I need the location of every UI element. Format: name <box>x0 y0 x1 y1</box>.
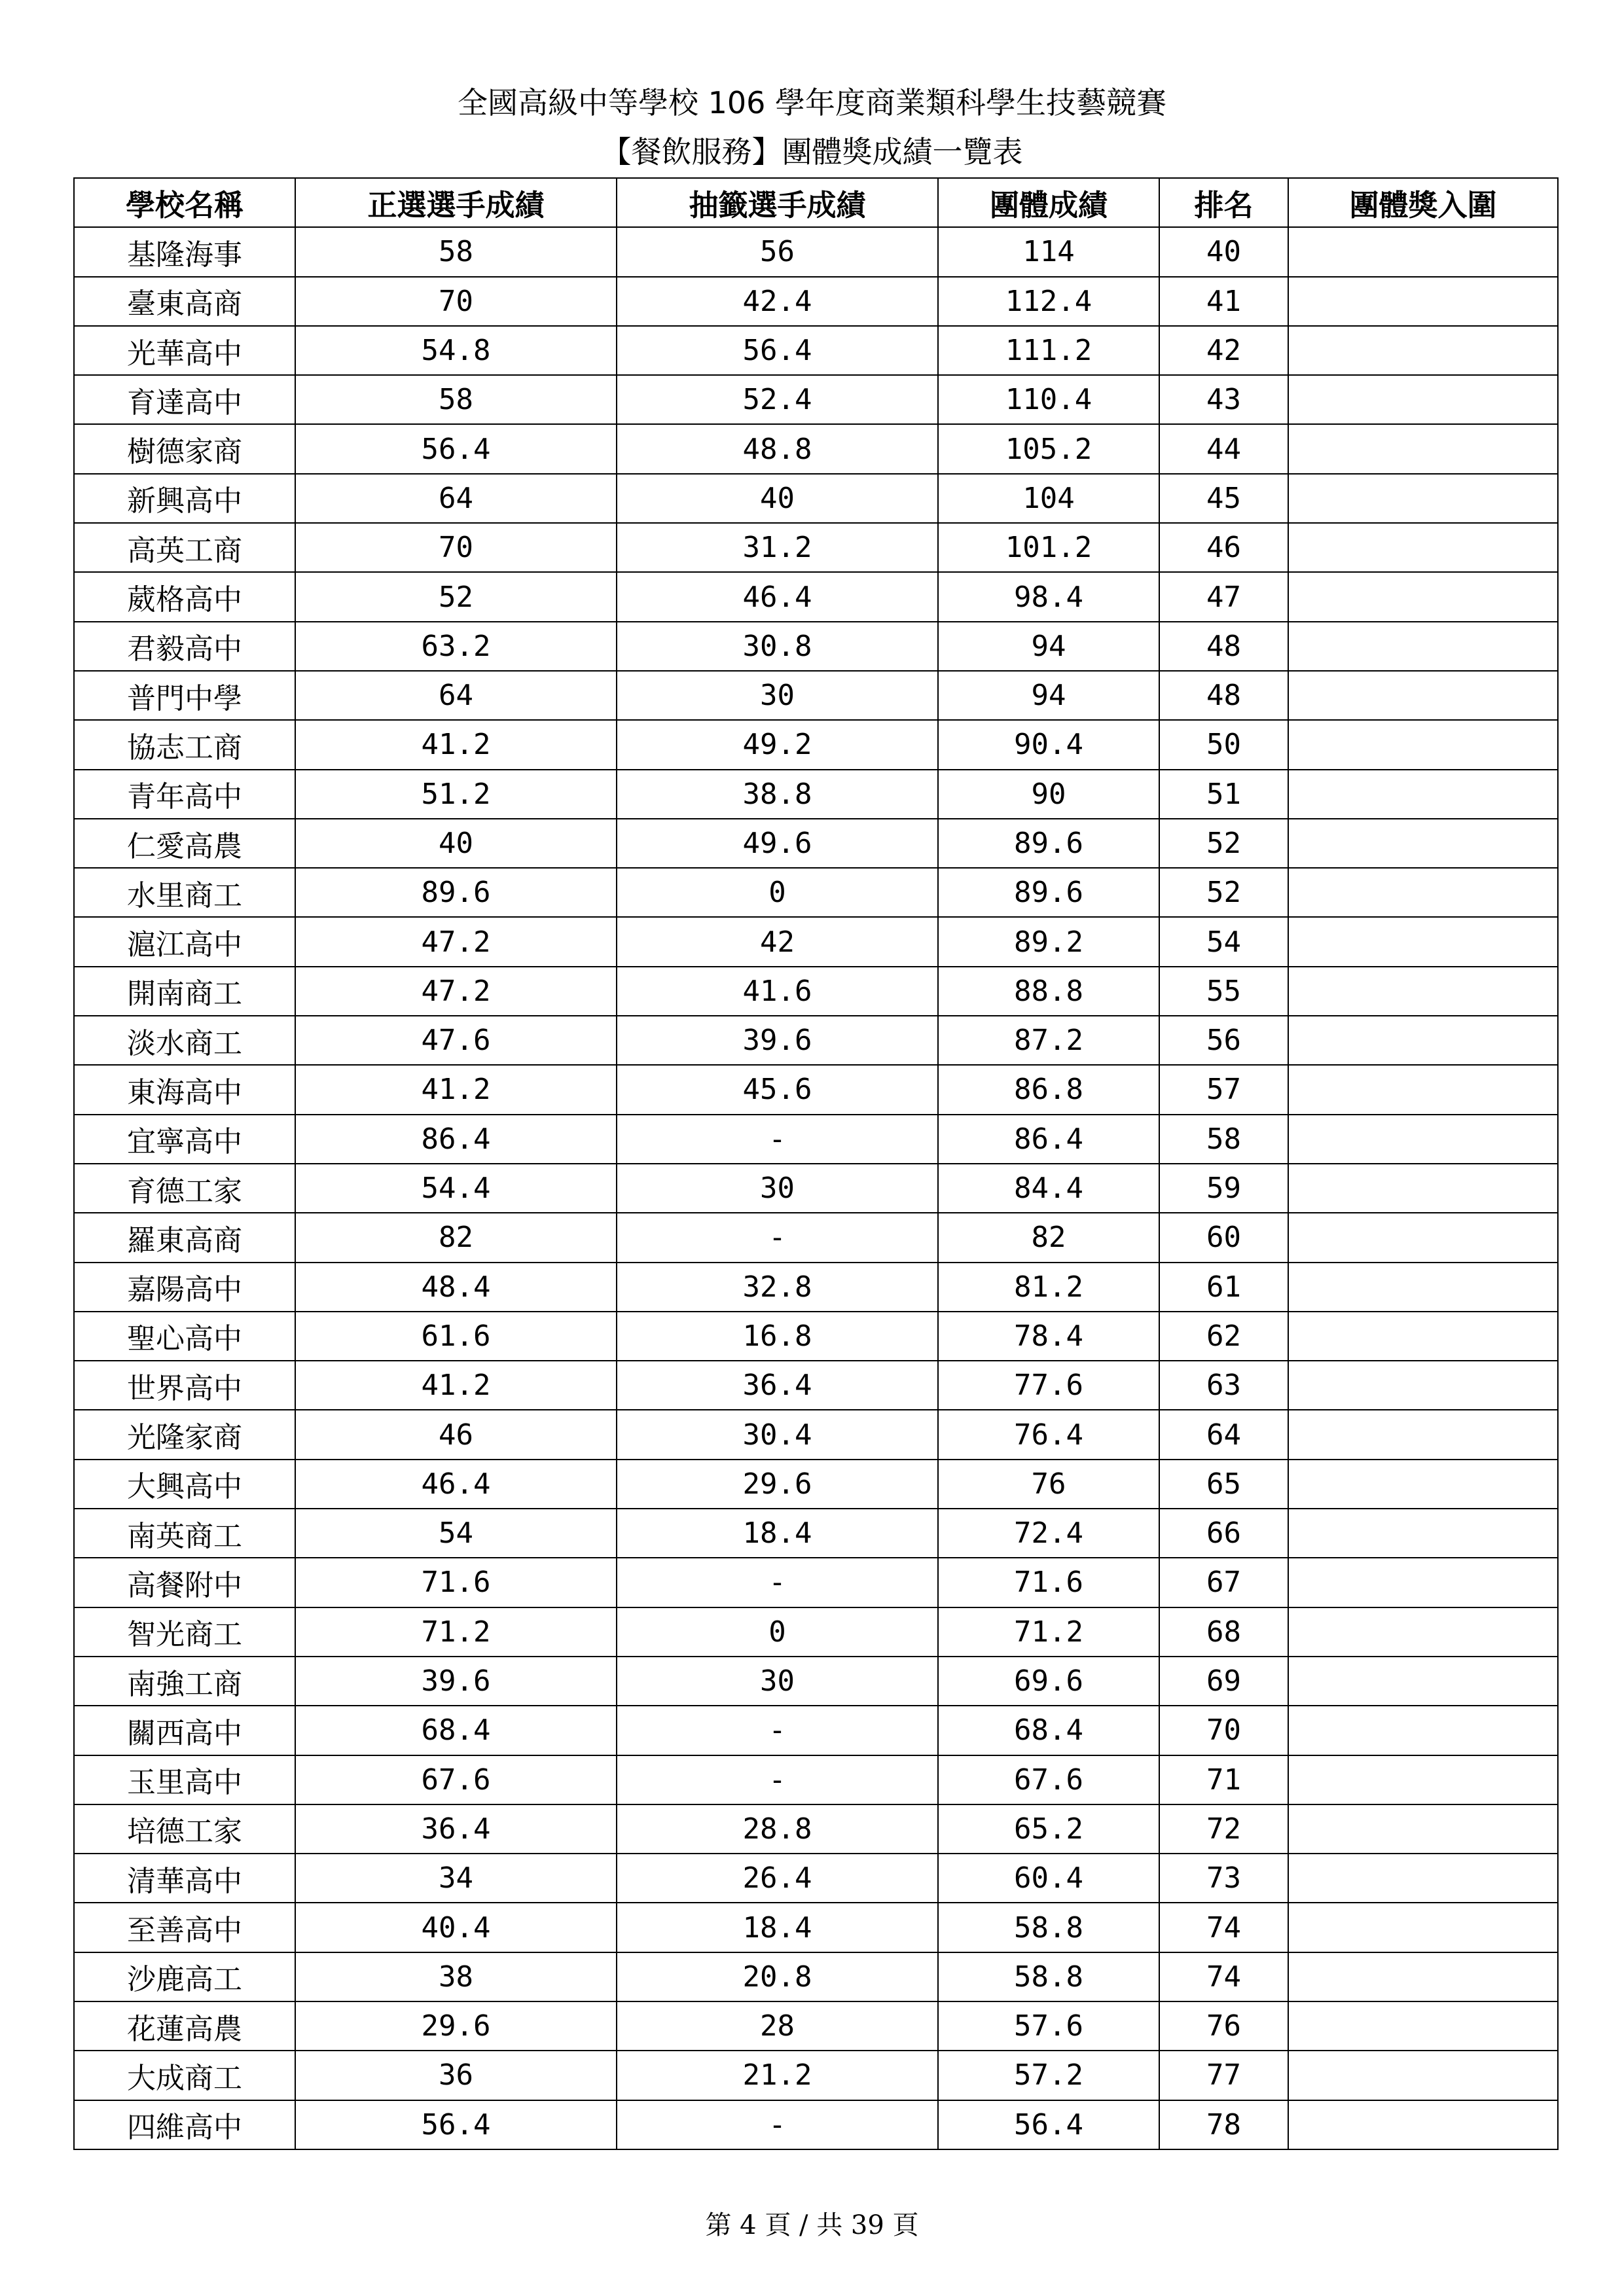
team-score-cell: 56.4 <box>938 2100 1159 2149</box>
rank-cell: 57 <box>1159 1065 1288 1114</box>
drawn-score-cell: 49.2 <box>617 720 938 769</box>
team-award-cell <box>1288 1903 1558 1952</box>
drawn-score-cell: 42 <box>617 917 938 966</box>
regular-score-cell: 36.4 <box>295 1804 617 1854</box>
table-row <box>74 1361 1558 1410</box>
drawn-score-cell: 21.2 <box>617 2051 938 2100</box>
regular-score-cell: 41.2 <box>295 1065 617 1114</box>
table-row <box>74 1854 1558 1903</box>
regular-score-cell: 54.4 <box>295 1164 617 1213</box>
team-score-cell: 94 <box>938 622 1159 671</box>
rank-cell: 60 <box>1159 1213 1288 1262</box>
school-name-cell: 基隆海事 <box>74 227 295 276</box>
team-award-cell <box>1288 1016 1558 1065</box>
rank-cell: 54 <box>1159 917 1288 966</box>
regular-score-cell: 61.6 <box>295 1312 617 1361</box>
table-row <box>74 474 1558 523</box>
drawn-score-cell: 38.8 <box>617 770 938 819</box>
school-name-cell: 世界高中 <box>74 1361 295 1410</box>
team-award-cell <box>1288 2051 1558 2100</box>
table-row <box>74 1460 1558 1509</box>
rank-cell: 52 <box>1159 868 1288 917</box>
team-score-cell: 67.6 <box>938 1755 1159 1804</box>
team-award-cell <box>1288 1804 1558 1854</box>
table-row <box>74 819 1558 868</box>
header-school-name: 學校名稱 <box>74 178 295 227</box>
team-score-cell: 78.4 <box>938 1312 1159 1361</box>
regular-score-cell: 51.2 <box>295 770 617 819</box>
team-award-cell <box>1288 227 1558 276</box>
team-score-cell: 88.8 <box>938 967 1159 1016</box>
team-award-cell <box>1288 1706 1558 1755</box>
rank-cell: 51 <box>1159 770 1288 819</box>
regular-score-cell: 86.4 <box>295 1115 617 1164</box>
team-award-cell <box>1288 1952 1558 2001</box>
school-name-cell: 關西高中 <box>74 1706 295 1755</box>
drawn-score-cell: 30.8 <box>617 622 938 671</box>
team-score-cell: 68.4 <box>938 1706 1159 1755</box>
drawn-score-cell: 28.8 <box>617 1804 938 1854</box>
drawn-score-cell: 18.4 <box>617 1903 938 1952</box>
regular-score-cell: 54.8 <box>295 326 617 375</box>
team-score-cell: 77.6 <box>938 1361 1159 1410</box>
rank-cell: 46 <box>1159 523 1288 572</box>
rank-cell: 64 <box>1159 1410 1288 1459</box>
drawn-score-cell: 49.6 <box>617 819 938 868</box>
school-name-cell: 羅東高商 <box>74 1213 295 1262</box>
school-name-cell: 光華高中 <box>74 326 295 375</box>
team-award-cell <box>1288 424 1558 473</box>
school-name-cell: 樹德家商 <box>74 424 295 473</box>
table-row <box>74 868 1558 917</box>
team-award-cell <box>1288 1558 1558 1607</box>
team-score-cell: 110.4 <box>938 375 1159 424</box>
rank-cell: 50 <box>1159 720 1288 769</box>
drawn-score-cell: 28 <box>617 2001 938 2051</box>
rank-cell: 55 <box>1159 967 1288 1016</box>
team-score-cell: 57.6 <box>938 2001 1159 2051</box>
table-row <box>74 1016 1558 1065</box>
table-row <box>74 1410 1558 1459</box>
rank-cell: 47 <box>1159 572 1288 621</box>
drawn-score-cell: 31.2 <box>617 523 938 572</box>
table-row <box>74 1706 1558 1755</box>
drawn-score-cell: 39.6 <box>617 1016 938 1065</box>
results-table <box>73 177 1559 2150</box>
drawn-score-cell: 32.8 <box>617 1263 938 1312</box>
team-score-cell: 81.2 <box>938 1263 1159 1312</box>
team-score-cell: 101.2 <box>938 523 1159 572</box>
regular-score-cell: 54 <box>295 1509 617 1558</box>
drawn-score-cell: 30.4 <box>617 1410 938 1459</box>
rank-cell: 42 <box>1159 326 1288 375</box>
rank-cell: 74 <box>1159 1952 1288 2001</box>
drawn-score-cell: - <box>617 1755 938 1804</box>
team-award-cell <box>1288 819 1558 868</box>
regular-score-cell: 89.6 <box>295 868 617 917</box>
school-name-cell: 高英工商 <box>74 523 295 572</box>
rank-cell: 43 <box>1159 375 1288 424</box>
team-award-cell <box>1288 326 1558 375</box>
regular-score-cell: 63.2 <box>295 622 617 671</box>
school-name-cell: 高餐附中 <box>74 1558 295 1607</box>
table-row <box>74 1065 1558 1114</box>
team-score-cell: 60.4 <box>938 1854 1159 1903</box>
rank-cell: 52 <box>1159 819 1288 868</box>
team-award-cell <box>1288 671 1558 720</box>
table-row <box>74 917 1558 966</box>
school-name-cell: 花蓮高農 <box>74 2001 295 2051</box>
team-award-cell <box>1288 1657 1558 1706</box>
school-name-cell: 滬江高中 <box>74 917 295 966</box>
team-score-cell: 65.2 <box>938 1804 1159 1854</box>
team-score-cell: 87.2 <box>938 1016 1159 1065</box>
team-award-cell <box>1288 917 1558 966</box>
drawn-score-cell: 41.6 <box>617 967 938 1016</box>
team-award-cell <box>1288 770 1558 819</box>
team-score-cell: 71.6 <box>938 1558 1159 1607</box>
school-name-cell: 至善高中 <box>74 1903 295 1952</box>
table-row <box>74 523 1558 572</box>
drawn-score-cell: 48.8 <box>617 424 938 473</box>
header-team-award: 團體獎入圍 <box>1288 178 1558 227</box>
drawn-score-cell: - <box>617 1213 938 1262</box>
regular-score-cell: 47.2 <box>295 917 617 966</box>
drawn-score-cell: 20.8 <box>617 1952 938 2001</box>
regular-score-cell: 40 <box>295 819 617 868</box>
school-name-cell: 宜寧高中 <box>74 1115 295 1164</box>
regular-score-cell: 58 <box>295 375 617 424</box>
regular-score-cell: 47.6 <box>295 1016 617 1065</box>
header-rank: 排名 <box>1159 178 1288 227</box>
table-row <box>74 1263 1558 1312</box>
rank-cell: 69 <box>1159 1657 1288 1706</box>
team-award-cell <box>1288 1755 1558 1804</box>
rank-cell: 61 <box>1159 1263 1288 1312</box>
team-score-cell: 98.4 <box>938 572 1159 621</box>
team-award-cell <box>1288 1854 1558 1903</box>
team-score-cell: 58.8 <box>938 1903 1159 1952</box>
drawn-score-cell: 40 <box>617 474 938 523</box>
school-name-cell: 葳格高中 <box>74 572 295 621</box>
drawn-score-cell: 30 <box>617 1164 938 1213</box>
team-score-cell: 111.2 <box>938 326 1159 375</box>
regular-score-cell: 64 <box>295 671 617 720</box>
drawn-score-cell: 56 <box>617 227 938 276</box>
drawn-score-cell: 0 <box>617 868 938 917</box>
school-name-cell: 培德工家 <box>74 1804 295 1854</box>
drawn-score-cell: 45.6 <box>617 1065 938 1114</box>
team-score-cell: 82 <box>938 1213 1159 1262</box>
table-row <box>74 1558 1558 1607</box>
regular-score-cell: 46 <box>295 1410 617 1459</box>
table-row <box>74 1607 1558 1657</box>
rank-cell: 70 <box>1159 1706 1288 1755</box>
table-row <box>74 1903 1558 1952</box>
team-score-cell: 69.6 <box>938 1657 1159 1706</box>
school-name-cell: 水里商工 <box>74 868 295 917</box>
rank-cell: 72 <box>1159 1804 1288 1854</box>
team-award-cell <box>1288 1460 1558 1509</box>
team-award-cell <box>1288 1361 1558 1410</box>
rank-cell: 73 <box>1159 1854 1288 1903</box>
rank-cell: 48 <box>1159 671 1288 720</box>
table-row <box>74 622 1558 671</box>
rank-cell: 74 <box>1159 1903 1288 1952</box>
drawn-score-cell: 42.4 <box>617 277 938 326</box>
school-name-cell: 大成商工 <box>74 2051 295 2100</box>
regular-score-cell: 67.6 <box>295 1755 617 1804</box>
table-row <box>74 1657 1558 1706</box>
school-name-cell: 君毅高中 <box>74 622 295 671</box>
drawn-score-cell: 36.4 <box>617 1361 938 1410</box>
drawn-score-cell: 26.4 <box>617 1854 938 1903</box>
school-name-cell: 光隆家商 <box>74 1410 295 1459</box>
team-score-cell: 104 <box>938 474 1159 523</box>
team-score-cell: 94 <box>938 671 1159 720</box>
table-row <box>74 227 1558 276</box>
team-award-cell <box>1288 720 1558 769</box>
school-name-cell: 四維高中 <box>74 2100 295 2149</box>
regular-score-cell: 38 <box>295 1952 617 2001</box>
team-award-cell <box>1288 1164 1558 1213</box>
team-award-cell <box>1288 1263 1558 1312</box>
rank-cell: 76 <box>1159 2001 1288 2051</box>
regular-score-cell: 58 <box>295 227 617 276</box>
school-name-cell: 沙鹿高工 <box>74 1952 295 2001</box>
team-score-cell: 84.4 <box>938 1164 1159 1213</box>
team-score-cell: 89.6 <box>938 868 1159 917</box>
team-score-cell: 72.4 <box>938 1509 1159 1558</box>
table-row <box>74 2051 1558 2100</box>
drawn-score-cell: 52.4 <box>617 375 938 424</box>
rank-cell: 41 <box>1159 277 1288 326</box>
school-name-cell: 臺東高商 <box>74 277 295 326</box>
table-row <box>74 375 1558 424</box>
table-row <box>74 1164 1558 1213</box>
regular-score-cell: 34 <box>295 1854 617 1903</box>
drawn-score-cell: - <box>617 1706 938 1755</box>
rank-cell: 58 <box>1159 1115 1288 1164</box>
team-score-cell: 89.6 <box>938 819 1159 868</box>
regular-score-cell: 56.4 <box>295 2100 617 2149</box>
regular-score-cell: 68.4 <box>295 1706 617 1755</box>
team-award-cell <box>1288 474 1558 523</box>
drawn-score-cell: 46.4 <box>617 572 938 621</box>
header-regular-score: 正選選手成績 <box>295 178 617 227</box>
regular-score-cell: 64 <box>295 474 617 523</box>
regular-score-cell: 41.2 <box>295 720 617 769</box>
table-row <box>74 572 1558 621</box>
table-row <box>74 1213 1558 1262</box>
drawn-score-cell: - <box>617 2100 938 2149</box>
page-number: 第 4 頁 / 共 39 頁 <box>705 2210 919 2240</box>
rank-cell: 78 <box>1159 2100 1288 2149</box>
regular-score-cell: 71.6 <box>295 1558 617 1607</box>
team-award-cell <box>1288 523 1558 572</box>
drawn-score-cell: 18.4 <box>617 1509 938 1558</box>
regular-score-cell: 36 <box>295 2051 617 2100</box>
rank-cell: 77 <box>1159 2051 1288 2100</box>
team-score-cell: 90 <box>938 770 1159 819</box>
regular-score-cell: 47.2 <box>295 967 617 1016</box>
table-row <box>74 1952 1558 2001</box>
regular-score-cell: 40.4 <box>295 1903 617 1952</box>
header-drawn-score: 抽籤選手成績 <box>617 178 938 227</box>
table-row <box>74 1115 1558 1164</box>
table-row <box>74 326 1558 375</box>
rank-cell: 44 <box>1159 424 1288 473</box>
team-award-cell <box>1288 868 1558 917</box>
school-name-cell: 協志工商 <box>74 720 295 769</box>
team-score-cell: 114 <box>938 227 1159 276</box>
rank-cell: 56 <box>1159 1016 1288 1065</box>
table-row <box>74 967 1558 1016</box>
school-name-cell: 育德工家 <box>74 1164 295 1213</box>
rank-cell: 67 <box>1159 1558 1288 1607</box>
regular-score-cell: 56.4 <box>295 424 617 473</box>
school-name-cell: 青年高中 <box>74 770 295 819</box>
regular-score-cell: 70 <box>295 277 617 326</box>
regular-score-cell: 29.6 <box>295 2001 617 2051</box>
drawn-score-cell: 0 <box>617 1607 938 1657</box>
school-name-cell: 嘉陽高中 <box>74 1263 295 1312</box>
rank-cell: 71 <box>1159 1755 1288 1804</box>
school-name-cell: 智光商工 <box>74 1607 295 1657</box>
rank-cell: 40 <box>1159 227 1288 276</box>
school-name-cell: 育達高中 <box>74 375 295 424</box>
team-score-cell: 71.2 <box>938 1607 1159 1657</box>
team-award-cell <box>1288 1115 1558 1164</box>
rank-cell: 65 <box>1159 1460 1288 1509</box>
team-award-cell <box>1288 572 1558 621</box>
regular-score-cell: 48.4 <box>295 1263 617 1312</box>
team-award-cell <box>1288 2001 1558 2051</box>
team-award-cell <box>1288 2100 1558 2149</box>
table-header-row <box>74 178 1558 227</box>
school-name-cell: 南英商工 <box>74 1509 295 1558</box>
document-title: 全國高級中等學校 106 學年度商業類科學生技藝競賽 <box>457 85 1167 120</box>
rank-cell: 66 <box>1159 1509 1288 1558</box>
table-row <box>74 277 1558 326</box>
team-award-cell <box>1288 1312 1558 1361</box>
drawn-score-cell: 56.4 <box>617 326 938 375</box>
drawn-score-cell: 30 <box>617 671 938 720</box>
team-score-cell: 90.4 <box>938 720 1159 769</box>
school-name-cell: 開南商工 <box>74 967 295 1016</box>
rank-cell: 62 <box>1159 1312 1288 1361</box>
rank-cell: 59 <box>1159 1164 1288 1213</box>
school-name-cell: 南強工商 <box>74 1657 295 1706</box>
drawn-score-cell: 16.8 <box>617 1312 938 1361</box>
team-award-cell <box>1288 967 1558 1016</box>
school-name-cell: 仁愛高農 <box>74 819 295 868</box>
regular-score-cell: 52 <box>295 572 617 621</box>
school-name-cell: 新興高中 <box>74 474 295 523</box>
rank-cell: 45 <box>1159 474 1288 523</box>
team-award-cell <box>1288 277 1558 326</box>
team-score-cell: 76 <box>938 1460 1159 1509</box>
regular-score-cell: 71.2 <box>295 1607 617 1657</box>
team-award-cell <box>1288 1607 1558 1657</box>
rank-cell: 48 <box>1159 622 1288 671</box>
team-score-cell: 57.2 <box>938 2051 1159 2100</box>
drawn-score-cell: 29.6 <box>617 1460 938 1509</box>
team-score-cell: 76.4 <box>938 1410 1159 1459</box>
table-row <box>74 770 1558 819</box>
table-row <box>74 1804 1558 1854</box>
school-name-cell: 淡水商工 <box>74 1016 295 1065</box>
table-row <box>74 1755 1558 1804</box>
rank-cell: 68 <box>1159 1607 1288 1657</box>
team-award-cell <box>1288 1065 1558 1114</box>
team-award-cell <box>1288 1410 1558 1459</box>
school-name-cell: 玉里高中 <box>74 1755 295 1804</box>
table-row <box>74 720 1558 769</box>
school-name-cell: 聖心高中 <box>74 1312 295 1361</box>
team-score-cell: 58.8 <box>938 1952 1159 2001</box>
school-name-cell: 清華高中 <box>74 1854 295 1903</box>
rank-cell: 63 <box>1159 1361 1288 1410</box>
table-row <box>74 2001 1558 2051</box>
table-row <box>74 1509 1558 1558</box>
school-name-cell: 大興高中 <box>74 1460 295 1509</box>
regular-score-cell: 41.2 <box>295 1361 617 1410</box>
regular-score-cell: 82 <box>295 1213 617 1262</box>
team-award-cell <box>1288 1509 1558 1558</box>
drawn-score-cell: - <box>617 1115 938 1164</box>
regular-score-cell: 70 <box>295 523 617 572</box>
team-score-cell: 89.2 <box>938 917 1159 966</box>
document-subtitle: 【餐飲服務】團體獎成績一覽表 <box>601 134 1023 170</box>
school-name-cell: 東海高中 <box>74 1065 295 1114</box>
team-score-cell: 86.4 <box>938 1115 1159 1164</box>
table-row <box>74 1312 1558 1361</box>
team-award-cell <box>1288 622 1558 671</box>
header-team-score: 團體成績 <box>938 178 1159 227</box>
team-award-cell <box>1288 1213 1558 1262</box>
table-row <box>74 424 1558 473</box>
school-name-cell: 普門中學 <box>74 671 295 720</box>
drawn-score-cell: - <box>617 1558 938 1607</box>
team-award-cell <box>1288 375 1558 424</box>
team-score-cell: 112.4 <box>938 277 1159 326</box>
team-score-cell: 105.2 <box>938 424 1159 473</box>
team-score-cell: 86.8 <box>938 1065 1159 1114</box>
table-row <box>74 671 1558 720</box>
regular-score-cell: 39.6 <box>295 1657 617 1706</box>
table-row <box>74 2100 1558 2149</box>
drawn-score-cell: 30 <box>617 1657 938 1706</box>
regular-score-cell: 46.4 <box>295 1460 617 1509</box>
